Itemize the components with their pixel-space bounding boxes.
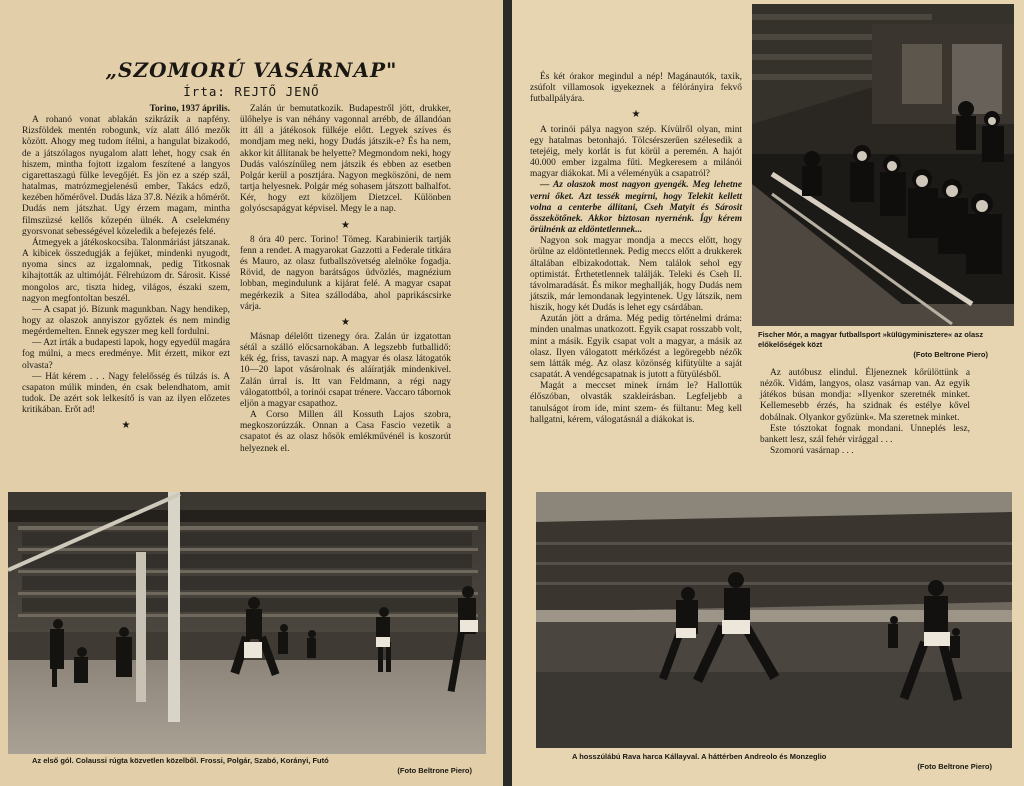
paragraph: — Azt írták a budapesti lapok, hogy egyedül magára fog múlni, a mecs eredménye. Mit érzett, mikor ezt olvasta? bbox=[22, 338, 230, 371]
column-1 bbox=[22, 104, 230, 436]
stadium-goal-image bbox=[8, 492, 486, 754]
column-3 bbox=[530, 72, 742, 426]
paragraph: A rohanó vonat ablakán szikrázik a napfény. Rizsföldek mentén robogunk, víz alatt álló mezők között. Ahogy meg tudom ítélni, a hangulat bizakodó, de a játszólagos nyugalom alatt lehet, hogy csak én hiszem, mintha fojtott izgalom feszítené a langyos cigarettaszagú fülke levegőjét. Es jön ez a szép szál, hatalmas, matrózmegjelenésű ember, Takács edző, kezében hőmérővel. Dudás láza 37.8. Nézik a hőmérőt. Dudás nem játszhat. Ugy érzem magam, mintha filmszüzsé kellős közepén ülnék. A cselekmény gyorsvonat sebességével közeledik a befejezés felé. bbox=[22, 115, 230, 237]
paragraph: Este tósztokat fognak mondani. Unneplés lesz, bankett lesz, szál fehér virággal . . . bbox=[760, 423, 970, 445]
section-star: ★ bbox=[631, 109, 641, 121]
caption-text: Az első gól. Colaussi rúgta közvetlen közelből. Frossi, Polgár, Szabó, Korányi, Futó bbox=[32, 756, 329, 765]
paragraph: A torinói pálya nagyon szép. Kívülről olyan, mint egy hatalmas betonhajó. Tölcsérszerűen szélesedik a tetejéig, mely korlát is fut körül a peremén. A hajót 40.000 ember izgalma fűti. Megkeresem a milánói magyar diákokat. Mi a véleményük a csapatról? bbox=[530, 124, 742, 180]
section-star: ★ bbox=[341, 316, 350, 328]
paragraph: Másnap délelőtt tizenegy óra. Zalán úr izgatottan sétál a szálló előcsarnokában. A legszebb futballidő: kék ég, friss, tavaszi nap. A magyar és olasz látogatók 10—20 lapot vásárolnak és aláíratják mindenkivel. Zalán úrral is. Itt van Feldmann, a régi nagy válogatottból, a torinói csapat trénere. Vaccaro tábornok eljön a magyar csapathoz. bbox=[240, 331, 451, 409]
column-2 bbox=[240, 104, 451, 455]
right-page bbox=[512, 0, 1024, 786]
paragraph: Zalán úr bemutatkozik. Budapestről jött, drukker, ülőhelye is van néhány vagonnal arrébb, de állandóan itt áll a játékosok fülkéje előtt. Legyek szíves és mondjam meg neki, hogy Dudás játszik-e? És ha nem, akkor kit állítanak be helyette? Megmondom neki, hogy Dudás valószínűleg nem játszik és ebben az esetben Polgár kerül a posztjára. Nagyon megköszöni, de nem tartja helyesnek. Polgár még sohasem játszott balhalfot. Kér, hogy ezt közöljem Dietzcel. Különben golyóscsapágyat képvisel. Megy le a nap. bbox=[240, 104, 451, 215]
left-photo-caption bbox=[32, 756, 492, 776]
section-star: ★ bbox=[341, 219, 350, 231]
paragraph: Az autóbusz elindul. Éljeneznek kőrülöttünk a nézők. Vidám, langyos, olasz vasárnap van. Az egyik játékos búsan mondja: »Ilyenkor szeretnék minket. Kellemesebb érzés, ha szidnak és estélye kővel dobálnak. Olyankor győzünk«. Ma szeretnek minket. bbox=[760, 368, 970, 423]
stadium-goal-photo bbox=[8, 492, 486, 754]
section-star: ★ bbox=[121, 420, 131, 432]
paragraph: Átmegyek a játékoskocsiba. Talonmáriást játszanak. A kibicek összedugják a fejüket, mindenki nyugodt, nyoma sincs az izgalomnak, pedig Titkosnak kihajtották az ultimóját. Félrehúzom dr. Sárosit. Kissé mongolos arc, tiszta hideg, világos, északi szem, nagyon megfontoltan beszél. bbox=[22, 237, 230, 304]
caption-text: Fischer Mór, a magyar futballsport »külügyminisztere« az olasz előkelőségek közt bbox=[758, 330, 984, 349]
football-duel-image bbox=[536, 492, 1012, 748]
page-gutter bbox=[503, 0, 512, 786]
caption-text: A hosszúlábú Rava harca Kállayval. A háttérben Andreolo és Monzeglio bbox=[572, 752, 827, 761]
right-top-photo-caption bbox=[758, 330, 1008, 360]
paragraph: Szomorú vasárnap . . . bbox=[770, 446, 854, 457]
paragraph: Nagyon sok magyar mondja a meccs előtt, hogy örülne az eldöntetlennek. Pedig meccs előtt a drukkerek általában elbizakodottak. Nem találok sehol egy optimistát. Érthetetlennek találják. Teleki és Cseh II. távolmaradását. És mikor meghallják, hogy Dudás nem játszik, már lemondanak legyintenek. Ugy látszik, nem hiszik, hogy két Dudás is lehet egy csárdában. bbox=[530, 236, 742, 314]
paragraph: 8 óra 40 perc. Torino! Tömeg. Karabinierik tartják fenn a rendet. A magyarokat Gazzotti a Federale titkára és Mauro, az olasz futballszövetség alelnöke fogadja. Rövid, de nagyon barátságos üdvözlés, magnézium lobban, megindulunk a kijárat felé. A magyar csapat megérkezik a Sitea szállodába, ahol paprikáscsirke várja. bbox=[240, 234, 451, 312]
grandstand-image bbox=[752, 4, 1014, 326]
paragraph: Azután jött a dráma. Még pedig történelmi dráma: minden unalmas unatkozott. Egyik csapat rosszabb volt, mint a másik. Egyik csapat volt a magyar, a másik az olasz. Ilyen válogatott mérkőzést a legöregebb nézők sem látták még. Az olasz közönség kifütyülte a saját csapatát. A vendégcsapatnak is jutott a fütyülésből. bbox=[530, 314, 742, 381]
photo-credit: (Foto Beltrone Piero) bbox=[917, 762, 992, 771]
paragraph: Magát a meccset minek írnám le? Hallottük élőszóban, olvasták szakleírásban. Legfeljebb a tanulságot írom ide, mint szem- és fültanu: Meg kell hallgatni, kérem, válogatásnál a diákokat is. bbox=[530, 381, 742, 425]
student-quote: — Az olaszok most nagyon gyengék. Meg lehetne verni őket. Azt tessék megírni, hogy Telekit kellett volna a centerbe állítani, Cseh Matyit és Sárosit összekötőnek. Akkor biztosan nyernénk. Így kérem örülnénk az eldöntetlennek... bbox=[530, 180, 742, 236]
paragraph: — Hát kérem . . . Nagy felelősség és túlzás is. A csapaton múlik minden, én csak belendhatom, amit tudok. De azért sok lelkesítő is van az ilyen előzetes kritikában. Erőt ad! bbox=[22, 371, 230, 416]
football-duel-photo bbox=[536, 492, 1012, 748]
photo-credit: (Foto Beltrone Piero) bbox=[913, 350, 988, 359]
right-bottom-photo-caption bbox=[572, 752, 1012, 772]
column-4 bbox=[760, 368, 970, 457]
paragraph: És két órakor megindul a nép! Magánautók, taxik, zsúfolt villamosok igyekeznek a félórányira fekvő futballpályára. bbox=[530, 72, 742, 105]
left-page bbox=[0, 0, 503, 786]
article-title: „SZOMORÚ VASÁRNAP" bbox=[105, 58, 398, 82]
dateline: Torino, 1937 április. bbox=[149, 104, 230, 114]
article-byline: Írta: REJTŐ JENŐ bbox=[183, 84, 320, 99]
paragraph: — A csapat jó. Bízunk magunkban. Nagy hendikep, hogy az olaszok annyiszor győztek és nem mindig megérdemelten. Ennek egyszer meg kell fordulni. bbox=[22, 304, 230, 338]
photo-credit: (Foto Beltrone Piero) bbox=[397, 766, 472, 775]
grandstand-officials-photo bbox=[752, 4, 1014, 326]
paragraph: A Corso Millen áll Kossuth Lajos szobra, megkoszorúzzák. Onnan a Casa Fascio vezetik a csapatot és az olasz hősök emlékművénél is koszorút helyeznek el. bbox=[240, 410, 451, 454]
